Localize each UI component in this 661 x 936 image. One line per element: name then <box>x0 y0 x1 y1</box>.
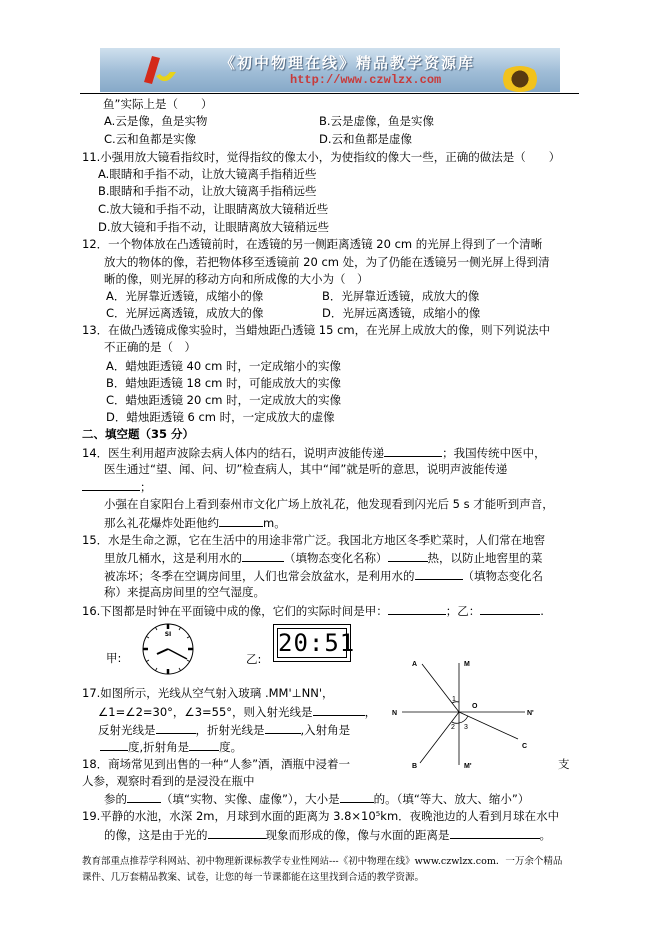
q13-option-d: D．蜡烛距透镜 6 cm 时，一定成放大的虚像 <box>106 410 335 424</box>
label-b: B <box>412 763 418 770</box>
q13-line1: 13．在做凸透镜成像实验时，当蜡烛距凸透镜 15 cm，在光屏上成放大的像，则下列说法中 <box>82 323 551 337</box>
q18-text: 参的 <box>104 792 127 806</box>
q14-line5 <box>104 514 286 531</box>
label-angle-2: 2 <box>451 724 455 731</box>
q17-line3 <box>98 721 350 738</box>
clock-logo: SI <box>164 631 172 638</box>
q12-line2: 放大的物体的像，若把物体移至透镜前 20 cm 处，为了仍能在透镜另一侧光屏上得到清 <box>104 255 550 269</box>
q14-line4: 小强在自家阳台上看到泰州市文化广场上放礼花，他发现看到闪光后 5 s 才能听到声音， <box>104 497 554 511</box>
label-m-prime: M' <box>464 763 472 770</box>
banner-url: http://www.czwlzx.com <box>290 73 442 87</box>
q18-text: 的。（填“等大、放大、缩小”） <box>373 792 530 806</box>
q18-line2: 人参，观察时看到的是浸没在瓶中 <box>82 774 255 788</box>
answer-blank[interactable] <box>450 826 540 839</box>
q10-option-c: C.云和鱼都是实像 <box>104 132 197 146</box>
q15-text: （填物态变化名称） <box>284 551 388 565</box>
q10-option-d: D.云和鱼都是虚像 <box>319 132 413 146</box>
q15-text: 里放几桶水，这是利用水的 <box>104 551 242 565</box>
q19-text: 。 <box>539 828 551 842</box>
answer-blank[interactable] <box>100 738 128 751</box>
q17-text: ∠1=∠2=30°，∠3=55°，则入射光线是 <box>98 705 313 719</box>
q16-text: ；乙： <box>445 604 481 618</box>
answer-blank[interactable] <box>388 602 446 615</box>
q14-text: ；我国传统中医中， <box>442 446 546 460</box>
q12-option-d: D．光屏远离透镜，成缩小的像 <box>322 306 481 320</box>
label-n: N <box>392 710 398 717</box>
q10-option-b: B.云是虚像，鱼是实像 <box>319 114 435 128</box>
section-heading: 二、填空题（35 分） <box>82 427 195 441</box>
q14-text: 14．医生利用超声波除去病人体内的结石，说明声波能传递 <box>82 446 385 460</box>
q17-text: ， <box>364 705 377 719</box>
logo-icon <box>138 54 178 88</box>
answer-blank[interactable] <box>480 602 540 615</box>
q17-line4 <box>100 738 242 755</box>
q10-stem: 鱼”实际上是（ ） <box>103 97 213 111</box>
q19-line2 <box>104 826 551 843</box>
q19-text: 现象而形成的像，像与水面的距离是 <box>265 828 450 842</box>
q17-text: 度,折射角是 <box>128 740 190 754</box>
ray-ob <box>420 712 459 763</box>
q15-line4: 称）来提高房间里的空气湿度。 <box>104 585 265 599</box>
q16-text: 16.下图都是时钟在平面镜中成的像，它们的实际时间是甲： <box>82 604 388 618</box>
q11-option-c: C.放大镜和手指不动，让眼睛离放大镜稍近些 <box>98 202 329 216</box>
q11-option-a: A.眼睛和手指不动，让放大镜离手指稍近些 <box>98 167 317 181</box>
label-angle-1: 1 <box>452 696 456 703</box>
digital-clock-display: 20:51 <box>278 629 356 657</box>
answer-blank[interactable] <box>219 514 263 527</box>
q14-text: 那么礼花爆炸处距他约 <box>104 516 219 530</box>
q14-line3 <box>82 478 152 495</box>
yi-label: 乙: <box>246 652 262 666</box>
answer-blank[interactable] <box>242 549 284 562</box>
q17-text: ，折射光线是 <box>195 723 265 737</box>
q15-line3 <box>104 567 543 584</box>
q19-line1: 19.平静的水池，水深 2m，月球到水面的距离为 3.8×10⁵km．夜晚池边的人看到月球在水中 <box>82 809 560 823</box>
q14-text: ； <box>140 480 152 494</box>
label-a: A <box>412 661 418 668</box>
answer-blank[interactable] <box>156 721 196 734</box>
q17-text: ,入射角是 <box>300 723 351 737</box>
header-rule <box>80 93 579 94</box>
q15-line2 <box>104 549 543 566</box>
q18-line3 <box>104 790 529 807</box>
q10-option-a: A.云是像，鱼是实物 <box>104 114 208 128</box>
label-m: M <box>464 661 470 668</box>
answer-blank[interactable] <box>340 790 374 803</box>
q17-text: 度。 <box>219 740 243 754</box>
q14-line1 <box>82 444 546 461</box>
q15-line1: 15．水是生命之源，它在生活中的用途非常广泛。我国北方地区冬季贮菜时，人们常在地窖 <box>82 533 546 547</box>
ray-ao <box>422 664 459 712</box>
analog-clock-icon <box>140 621 196 677</box>
q11-option-d: D.放大镜和手指不动，让眼睛离放大镜稍远些 <box>98 220 330 234</box>
q15-text: 热，以防止地窖里的菜 <box>427 551 543 565</box>
q12-option-a: A．光屏靠近透镜，成缩小的像 <box>106 289 264 303</box>
answer-blank[interactable] <box>384 444 442 457</box>
answer-blank[interactable] <box>313 703 365 716</box>
q13-option-a: A．蜡烛距透镜 40 cm 时，一定成缩小的实像 <box>106 359 341 373</box>
q15-text: 被冻坏；冬季在空调房间里，人们也常会放盆水，是利用水的 <box>104 569 415 583</box>
jia-label: 甲: <box>106 651 122 665</box>
q12-option-b: B．光屏靠近透镜，成放大的像 <box>322 289 480 303</box>
answer-blank[interactable] <box>388 549 428 562</box>
answer-blank[interactable] <box>415 567 463 580</box>
q17-line1: 17.如图所示，光线从空气射入玻璃 .MM'⊥NN'， <box>82 686 334 700</box>
answer-blank[interactable] <box>265 721 301 734</box>
label-n-prime: N' <box>527 710 534 717</box>
q17-text: 反射光线是 <box>98 723 156 737</box>
q19-text: 的像，这是由于光的 <box>104 828 208 842</box>
q17-line2 <box>98 703 376 720</box>
answer-blank[interactable] <box>82 478 140 491</box>
q13-line2: 不正确的是（ ） <box>104 340 196 354</box>
q13-option-c: C．蜡烛距透镜 20 cm 时，一定成放大的实像 <box>106 393 342 407</box>
label-o: O <box>472 703 478 710</box>
header-banner <box>100 48 560 92</box>
q14-line2: 医生通过“望、闻、问、切”检查病人，其中“闻”就是听的意思，说明声波能传递 <box>104 462 508 476</box>
q18-text: （填“实物、实像、虚像”），大小是 <box>161 792 340 806</box>
answer-blank[interactable] <box>208 826 266 839</box>
q11-option-b: B.眼睛和手指不动，让放大镜离手指稍远些 <box>98 184 317 198</box>
q18-line1a: 18．商场常见到出售的一种“人参”酒，酒瓶中浸着一 <box>82 757 351 771</box>
label-c: C <box>522 743 528 750</box>
q12-option-c: C．光屏远离透镜，成放大的像 <box>106 306 264 320</box>
q13-option-b: B．蜡烛距透镜 18 cm 时，可能成放大的实像 <box>106 376 342 390</box>
answer-blank[interactable] <box>127 790 161 803</box>
q16-stem <box>82 602 544 619</box>
q18-line1b: 支 <box>558 757 570 771</box>
answer-blank[interactable] <box>189 738 219 751</box>
footer-line2: 课件、几万套精品教案、试卷，让您的每一节课都能在这里找到合适的教学资源。 <box>82 872 425 883</box>
q15-text: （填物态变化名 <box>462 569 543 583</box>
q16-text: . <box>540 604 544 618</box>
refraction-diagram <box>380 650 550 780</box>
q12-line3: 晰的像，则光屏的移动方向和所成像的大小为（ ） <box>104 272 369 286</box>
digital-clock <box>273 624 356 662</box>
banner-title: 《初中物理在线》精品教学资源库 <box>220 54 476 72</box>
footer-line1: 教育部重点推荐学科网站、初中物理新课标教学专业性网站---《初中物理在线》www.czwlzx.com．一万余个精品 <box>82 856 563 867</box>
sunflower-image <box>500 66 540 92</box>
q12-line1: 12．一个物体放在凸透镜前时，在透镜的另一侧距离透镜 20 cm 的光屏上得到了一个清晰 <box>82 237 543 251</box>
q11-stem: 11.小强用放大镜看指纹时，觉得指纹的像太小，为使指纹的像大一些，正确的做法是（ ） <box>82 150 561 164</box>
q14-text: m。 <box>263 516 286 530</box>
label-angle-3: 3 <box>464 724 468 731</box>
